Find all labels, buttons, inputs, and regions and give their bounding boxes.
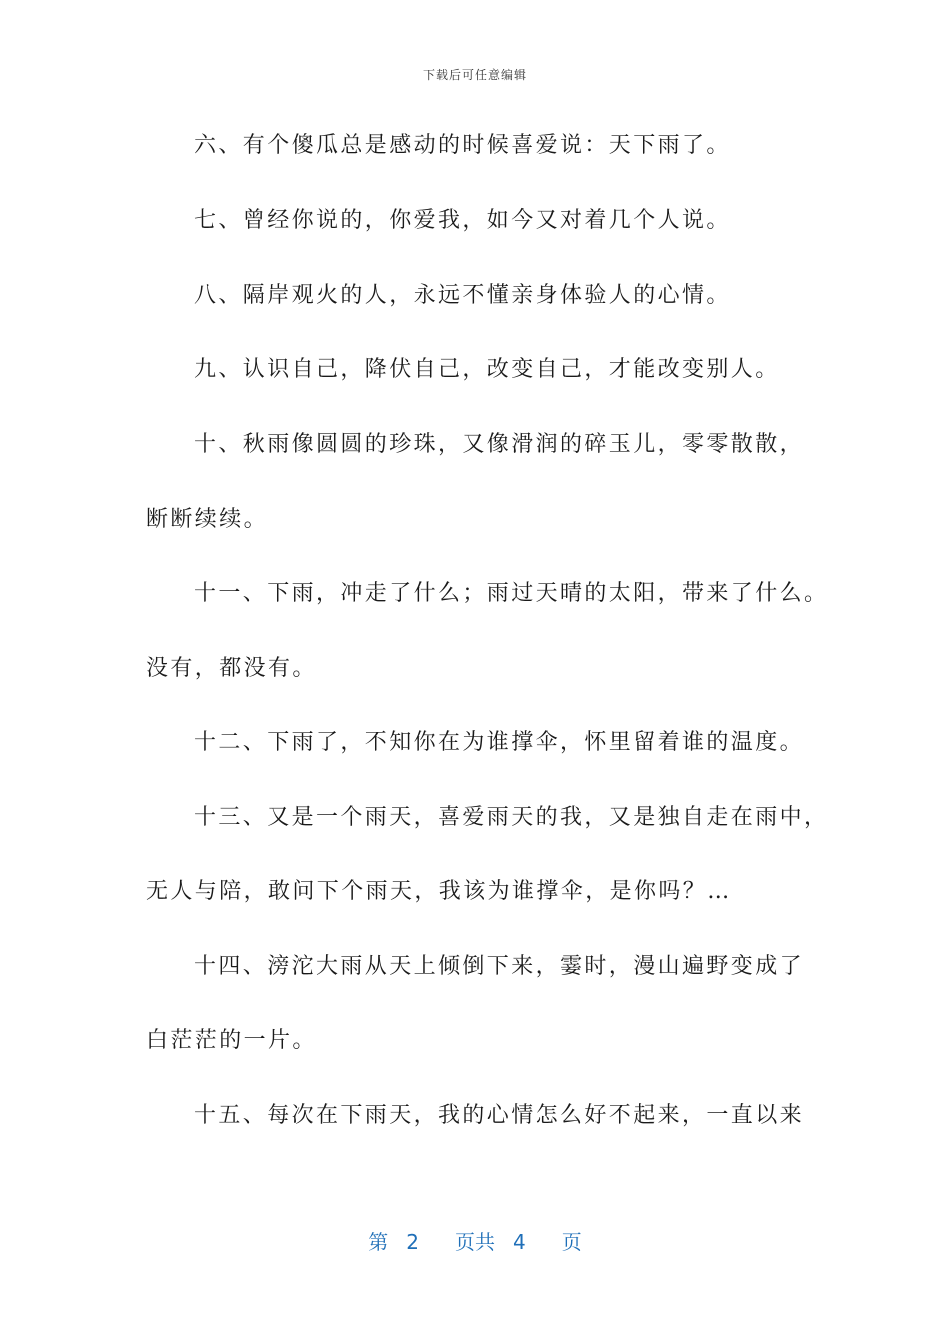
page-current: 2 <box>406 1230 419 1254</box>
header-note: 下载后可任意编辑 <box>422 68 527 82</box>
paragraph-line: 十五、每次在下雨天，我的心情怎么好不起来，一直以来 <box>194 1103 805 1128</box>
paragraph-line: 十二、下雨了，不知你在为谁撑伞，怀里留着谁的温度。 <box>194 730 805 755</box>
paragraph-line: 十四、滂沱大雨从天上倾倒下来，霎时，漫山遍野变成了 <box>194 954 805 979</box>
paragraph-line: 六、有个傻瓜总是感动的时候喜爱说：天下雨了。 <box>194 133 731 158</box>
paragraph-line: 无人与陪，敢问下个雨天，我该为谁撑伞，是你吗？… <box>146 879 732 904</box>
paragraph-line: 十三、又是一个雨天，喜爱雨天的我，又是独自走在雨中， <box>194 805 829 830</box>
paragraph-line: 九、认识自己，降伏自己，改变自己，才能改变别人。 <box>194 357 780 382</box>
paragraph-line: 没有，都没有。 <box>146 656 317 681</box>
paragraph-line: 十、秋雨像圆圆的珍珠，又像滑润的碎玉儿，零零散散， <box>194 432 805 457</box>
paragraph-line: 十一、下雨，冲走了什么；雨过天晴的太阳，带来了什么。 <box>194 581 829 606</box>
page-prefix: 第 <box>368 1230 389 1254</box>
paragraph-line: 断断续续。 <box>146 507 269 532</box>
page-middle: 页共 <box>455 1230 495 1254</box>
page-suffix: 页 <box>561 1230 582 1254</box>
paragraph-line: 白茫茫的一片。 <box>146 1028 317 1053</box>
paragraph-line: 七、曾经你说的，你爱我，如今又对着几个人说。 <box>194 208 731 233</box>
page-total: 4 <box>513 1230 526 1254</box>
paragraph-line: 八、隔岸观火的人，永远不懂亲身体验人的心情。 <box>194 283 731 308</box>
page-footer <box>0 1226 950 1255</box>
